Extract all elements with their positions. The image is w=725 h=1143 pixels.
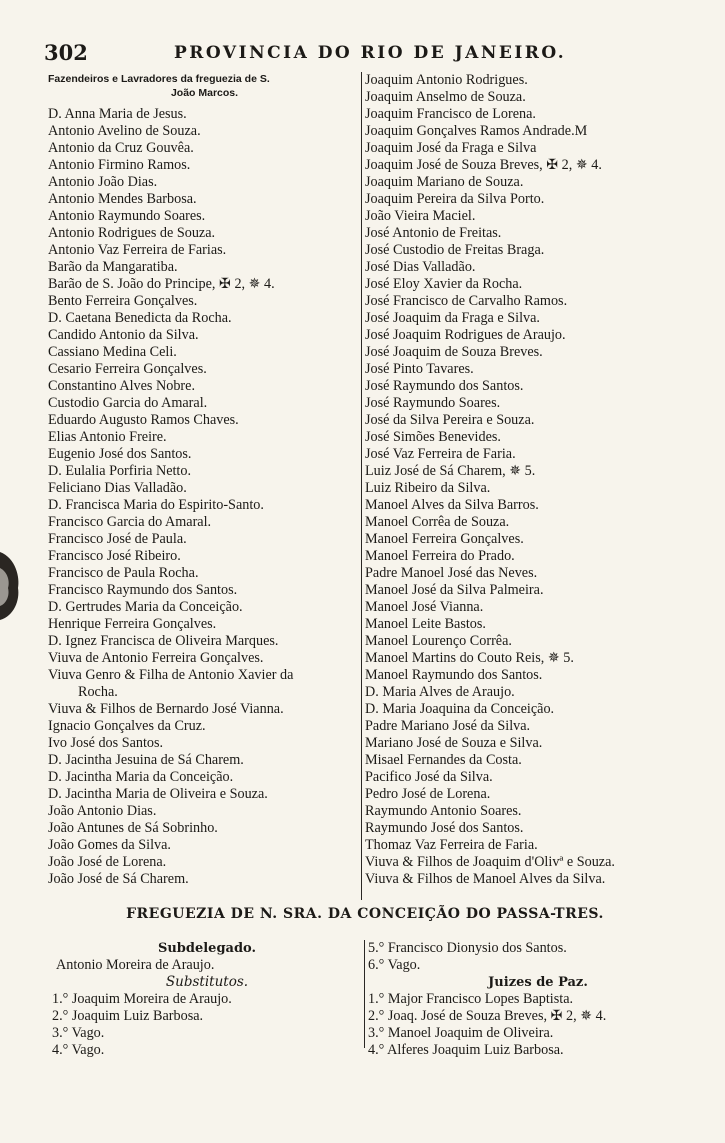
list-item: João Antunes de Sá Sobrinho. xyxy=(48,820,218,836)
list-item: José Pinto Tavares. xyxy=(365,361,474,377)
list-item: Viuva & Filhos de Bernardo José Vianna. xyxy=(48,701,284,717)
list-item: José Vaz Ferreira de Faria. xyxy=(365,446,516,462)
list-item: José da Silva Pereira e Souza. xyxy=(365,412,535,428)
list-item: Henrique Ferreira Gonçalves. xyxy=(48,616,217,632)
list-item: José Joaquim Rodrigues de Araujo. xyxy=(365,327,566,343)
list-item: Joaquim Gonçalves Ramos Andrade.M xyxy=(365,123,588,139)
list-item: Manoel Alves da Silva Barros. xyxy=(365,497,539,513)
list-item: Luiz José de Sá Charem, ✵ 5. xyxy=(365,463,536,479)
substitutos-continued-list xyxy=(368,940,708,974)
list-item: Ivo José dos Santos. xyxy=(48,735,164,751)
list-item: D. Jacintha Maria de Oliveira e Souza. xyxy=(48,786,268,802)
substitutos-list xyxy=(52,991,362,1059)
list-item: João José de Sá Charem. xyxy=(48,871,189,887)
list-item: Candido Antonio da Silva. xyxy=(48,327,199,343)
official-item: 1.° Joaquim Moreira de Araujo. xyxy=(52,991,232,1007)
section-heading xyxy=(48,72,361,106)
list-item: Cassiano Medina Celi. xyxy=(48,344,177,360)
list-item: Barão da Mangaratiba. xyxy=(48,259,178,275)
list-item: D. Jacintha Jesuina de Sá Charem. xyxy=(48,752,244,768)
list-item: Manoel José Vianna. xyxy=(365,599,484,615)
list-item: Antonio Avelino de Souza. xyxy=(48,123,201,139)
list-item: Manoel Corrêa de Souza. xyxy=(365,514,510,530)
official-item: 3.° Vago. xyxy=(52,1025,105,1041)
list-item: Constantino Alves Nobre. xyxy=(48,378,195,394)
list-item: Padre Mariano José da Silva. xyxy=(365,718,531,734)
list-item: José Joaquim da Fraga e Silva. xyxy=(365,310,540,326)
list-item: Antonio da Cruz Gouvêa. xyxy=(48,140,194,156)
list-item: Francisco Garcia do Amaral. xyxy=(48,514,212,530)
list-item: Eduardo Augusto Ramos Chaves. xyxy=(48,412,239,428)
list-item: Joaquim Francisco de Lorena. xyxy=(365,106,536,122)
official-item: 6.° Vago. xyxy=(368,957,421,973)
list-item: Manoel Ferreira do Prado. xyxy=(365,548,515,564)
two-column-list xyxy=(48,72,720,902)
list-item: Antonio Raymundo Soares. xyxy=(48,208,206,224)
official-item: 4.° Vago. xyxy=(52,1042,105,1058)
list-item: Raymundo Antonio Soares. xyxy=(365,803,522,819)
list-item: Thomaz Vaz Ferreira de Faria. xyxy=(365,837,538,853)
list-item: João Antonio Dias. xyxy=(48,803,157,819)
right-entries xyxy=(365,72,725,888)
running-title: PROVINCIA DO RIO DE JANEIRO. xyxy=(174,43,567,63)
official-item: 5.° Francisco Dionysio dos Santos. xyxy=(368,940,567,956)
subdelegado-name: Antonio Moreira de Araujo. xyxy=(56,957,215,973)
list-item: Francisco de Paula Rocha. xyxy=(48,565,199,581)
list-item: Pacifico José da Silva. xyxy=(365,769,493,785)
column-divider xyxy=(361,72,362,900)
list-item: Joaquim José de Souza Breves, ✠ 2, ✵ 4. xyxy=(365,157,602,173)
list-item: Ignacio Gonçalves da Cruz. xyxy=(48,718,206,734)
list-item: Rocha. xyxy=(78,684,118,700)
list-item: Joaquim Anselmo de Souza. xyxy=(365,89,526,105)
list-item: José Joaquim de Souza Breves. xyxy=(365,344,543,360)
official-item: 3.° Manoel Joaquim de Oliveira. xyxy=(368,1025,554,1041)
list-item: Mariano José de Souza e Silva. xyxy=(365,735,543,751)
list-item: D. Maria Alves de Araujo. xyxy=(365,684,515,700)
list-item: Raymundo José dos Santos. xyxy=(365,820,524,836)
list-item: D. Anna Maria de Jesus. xyxy=(48,106,187,122)
list-item: José Dias Valladão. xyxy=(365,259,476,275)
section-heading-line-1: Fazendeiros e Lavradores da freguezia de S. xyxy=(48,73,270,85)
list-item: José Simões Benevides. xyxy=(365,429,501,445)
list-item: João José de Lorena. xyxy=(48,854,167,870)
list-item: Manoel Lourenço Corrêa. xyxy=(365,633,512,649)
list-item: José Eloy Xavier da Rocha. xyxy=(365,276,523,292)
substitutos-heading: Substitutos. xyxy=(165,974,249,990)
list-item: Misael Fernandes da Costa. xyxy=(365,752,522,768)
stamp-seal-icon xyxy=(0,548,22,624)
list-item: Francisco Raymundo dos Santos. xyxy=(48,582,238,598)
list-item: Manoel Martins do Couto Reis, ✵ 5. xyxy=(365,650,574,666)
list-item: Joaquim José da Fraga e Silva xyxy=(365,140,537,156)
list-item: João Vieira Maciel. xyxy=(365,208,476,224)
section-heading-line-2: João Marcos. xyxy=(170,87,239,99)
officials-left xyxy=(52,940,362,1059)
list-item: Francisco José de Paula. xyxy=(48,531,187,547)
list-item: Viuva & Filhos de Joaquim d'Olivª e Souza. xyxy=(365,854,615,870)
left-entries xyxy=(48,106,361,888)
page-header xyxy=(44,40,714,66)
list-item: Bento Ferreira Gonçalves. xyxy=(48,293,198,309)
officials-right xyxy=(368,940,708,1059)
list-item: Antonio Vaz Ferreira de Farias. xyxy=(48,242,227,258)
list-item: Joaquim Mariano de Souza. xyxy=(365,174,524,190)
list-item: José Raymundo Soares. xyxy=(365,395,501,411)
list-item: João Gomes da Silva. xyxy=(48,837,171,853)
juizes-heading: Juizes de Paz. xyxy=(488,975,588,990)
list-item: D. Gertrudes Maria da Conceição. xyxy=(48,599,243,615)
left-column xyxy=(48,72,361,888)
list-item: Antonio Mendes Barbosa. xyxy=(48,191,197,207)
list-item: Manoel Leite Bastos. xyxy=(365,616,486,632)
subdelegado-heading: Subdelegado. xyxy=(157,941,257,956)
page-number: 302 xyxy=(44,40,88,65)
list-item: Viuva de Antonio Ferreira Gonçalves. xyxy=(48,650,264,666)
list-item: Eugenio José dos Santos. xyxy=(48,446,192,462)
list-item: D. Maria Joaquina da Conceição. xyxy=(365,701,555,717)
official-item: 1.° Major Francisco Lopes Baptista. xyxy=(368,991,574,1007)
list-item: Viuva Genro & Filha de Antonio Xavier da xyxy=(48,667,294,683)
list-item: Joaquim Antonio Rodrigues. xyxy=(365,72,528,88)
list-item: Manoel Ferreira Gonçalves. xyxy=(365,531,524,547)
official-item: 2.° Joaquim Luiz Barbosa. xyxy=(52,1008,204,1024)
column-divider xyxy=(364,940,365,1048)
list-item: José Custodio de Freitas Braga. xyxy=(365,242,545,258)
list-item: Antonio João Dias. xyxy=(48,174,158,190)
list-item: José Antonio de Freitas. xyxy=(365,225,502,241)
right-column xyxy=(365,72,725,888)
list-item: Joaquim Pereira da Silva Porto. xyxy=(365,191,545,207)
list-item: Manoel José da Silva Palmeira. xyxy=(365,582,544,598)
list-item: Manoel Raymundo dos Santos. xyxy=(365,667,543,683)
list-item: Antonio Firmino Ramos. xyxy=(48,157,191,173)
juizes-list xyxy=(368,991,708,1059)
official-item: 2.° Joaq. José de Souza Breves, ✠ 2, ✵ 4. xyxy=(368,1008,607,1024)
list-item: Luiz Ribeiro da Silva. xyxy=(365,480,491,496)
list-item: D. Jacintha Maria da Conceição. xyxy=(48,769,234,785)
parish-title: FREGUEZIA DE N. SRA. DA CONCEIÇÃO DO PASSA-TRES. xyxy=(126,906,604,922)
list-item: D. Eulalia Porfiria Netto. xyxy=(48,463,192,479)
parish-officials xyxy=(52,940,712,1058)
list-item: Cesario Ferreira Gonçalves. xyxy=(48,361,207,377)
list-item: Feliciano Dias Valladão. xyxy=(48,480,187,496)
list-item: D. Ignez Francisca de Oliveira Marques. xyxy=(48,633,279,649)
list-item: Antonio Rodrigues de Souza. xyxy=(48,225,216,241)
list-item: Francisco José Ribeiro. xyxy=(48,548,181,564)
list-item: Elias Antonio Freire. xyxy=(48,429,167,445)
list-item: Barão de S. João do Principe, ✠ 2, ✵ 4. xyxy=(48,276,275,292)
list-item: Custodio Garcia do Amaral. xyxy=(48,395,208,411)
list-item: Pedro José de Lorena. xyxy=(365,786,491,802)
list-item: D. Caetana Benedicta da Rocha. xyxy=(48,310,232,326)
list-item: José Francisco de Carvalho Ramos. xyxy=(365,293,568,309)
list-item: D. Francisca Maria do Espirito-Santo. xyxy=(48,497,264,513)
list-item: Viuva & Filhos de Manoel Alves da Silva. xyxy=(365,871,606,887)
list-item: José Raymundo dos Santos. xyxy=(365,378,524,394)
official-item: 4.° Alferes Joaquim Luiz Barbosa. xyxy=(368,1042,564,1058)
list-item: Padre Manoel José das Neves. xyxy=(365,565,538,581)
